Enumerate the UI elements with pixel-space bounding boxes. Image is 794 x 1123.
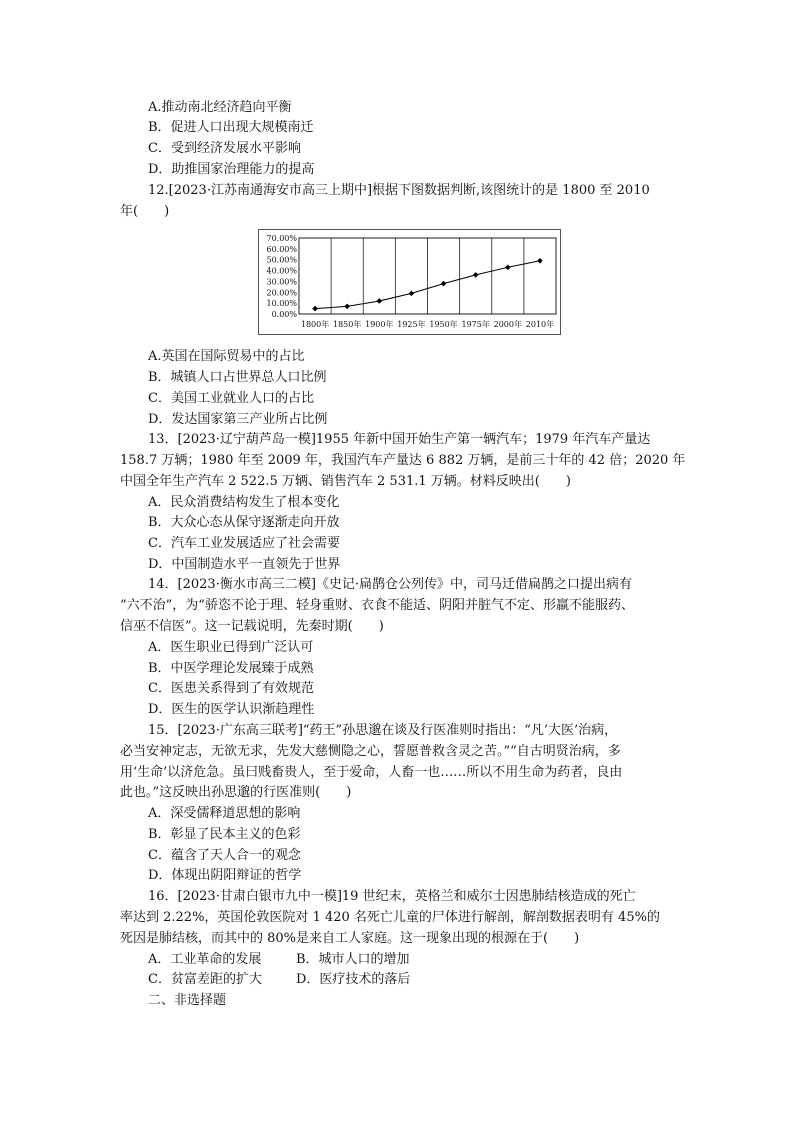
q14-option-d: D．医生的医学认识渐趋理性 <box>148 702 315 717</box>
section-heading-non-choice: 二、非选择题 <box>148 993 227 1008</box>
q16-stem-line2: 率达到 2.22%，英国伦敦医院对 1 420 名死亡儿童的尸体进行解剖，解剖数据表明有 45%的 <box>120 910 660 925</box>
q16-option-d: D．医疗技术的落后 <box>296 972 411 987</box>
q15-stem-line1: 15．[2023·广东高三联考]“药王”孙思邈在谈及行医准则时指出：“凡‘大医’治病， <box>148 723 618 738</box>
y-tick-label: 10.00% <box>266 299 297 309</box>
q11-option-d: D．助推国家治理能力的提高 <box>148 162 315 177</box>
y-tick-label: 20.00% <box>266 288 297 298</box>
q13-option-d: D．中国制造水平一直领先于世界 <box>148 557 341 572</box>
q14-option-a: A．医生职业已得到广泛认可 <box>148 640 314 655</box>
data-point-marker <box>344 304 350 310</box>
q13-option-b: B．大众心态从保守逐渐走向开放 <box>148 515 340 530</box>
data-point-marker <box>537 258 543 264</box>
x-tick-label: 1925年 <box>397 320 426 329</box>
x-tick-label: 1850年 <box>333 320 362 329</box>
data-point-marker <box>409 291 415 297</box>
q12-option-b: B．城镇人口占世界总人口比例 <box>148 370 327 385</box>
x-tick-label: 1975年 <box>461 320 490 329</box>
q16-stem-line1: 16．[2023·甘肃白银市九中一模]19 世纪末，英格兰和威尔士因患肺结核造成的死亡 <box>148 889 636 904</box>
y-tick-label: 60.00% <box>266 244 297 254</box>
q12-option-a: A.英国在国际贸易中的占比 <box>148 349 305 364</box>
x-tick-label: 2000年 <box>493 320 522 329</box>
q14-option-c: C．医患关系得到了有效规范 <box>148 681 314 696</box>
q13-option-c: C．汽车工业发展适应了社会需要 <box>148 536 340 551</box>
y-tick-label: 0.00% <box>271 310 297 319</box>
x-tick-label: 1950年 <box>429 320 458 329</box>
q15-option-b: B．彰显了民本主义的色彩 <box>148 827 301 842</box>
q15-option-c: C．蕴含了天人合一的观念 <box>148 848 301 863</box>
q15-stem-line2: 必当安神定志，无欲无求，先发大慈恻隐之心，誓愿普救含灵之苦。”“自古明贤治病，多 <box>120 744 621 759</box>
q12-line-chart-svg <box>259 230 560 334</box>
y-tick-label: 30.00% <box>266 277 297 287</box>
y-tick-label: 40.00% <box>266 266 297 276</box>
y-tick-label: 50.00% <box>266 255 297 265</box>
data-point-marker <box>312 306 318 312</box>
x-tick-label: 2010年 <box>525 320 555 329</box>
q16-option-a: A．工业革命的发展 <box>148 952 262 967</box>
data-point-marker <box>441 281 447 287</box>
q13-stem-line3: 中国全年生产汽车 2 522.5 万辆、销售汽车 2 531.1 万辆。材料反映出( ) <box>120 474 571 489</box>
q12-stem-line1: 12.[2023·江苏南通海安市高三上期中]根据下图数据判断,该图统计的是 1800 至 2010 <box>148 183 650 198</box>
data-point-marker <box>473 272 479 278</box>
q15-option-a: A．深受儒释道思想的影响 <box>148 806 301 821</box>
q14-option-b: B．中医学理论发展臻于成熟 <box>148 661 314 676</box>
data-point-marker <box>505 265 511 271</box>
q13-stem-line1: 13．[2023·辽宁葫芦岛一模]1955 年新中国开始生产第一辆汽车；1979 年汽车产量达 <box>148 432 651 447</box>
q14-stem-line2: “六不治”，为“骄恣不论于理、轻身重财、衣食不能适、阴阳并脏气不定、形羸不能服药、 <box>120 598 634 613</box>
q12-stem-line2: 年( ) <box>120 204 170 219</box>
x-tick-label: 1800年 <box>300 320 330 329</box>
q12-option-c: C．美国工业就业人口的占比 <box>148 391 314 406</box>
y-tick-label: 70.00% <box>266 234 297 243</box>
q13-option-a: A．民众消费结构发生了根本变化 <box>148 495 340 510</box>
q16-option-b: B．城市人口的增加 <box>296 952 410 967</box>
q15-stem-line3: 用‘生命’以济危急。虽曰贱畜贵人，至于爱命，人畜一也……所以不用生命为药者，良由 <box>120 765 623 780</box>
data-point-marker <box>377 298 383 304</box>
q12-option-d: D．发达国家第三产业所占比例 <box>148 412 328 427</box>
q12-chart <box>258 229 561 335</box>
q15-stem-line4: 此也。”这反映出孙思邈的行医准则( ) <box>120 785 352 800</box>
q15-option-d: D．体现出阴阳辩证的哲学 <box>148 868 302 883</box>
q11-option-a: A.推动南北经济趋向平衡 <box>148 100 292 115</box>
q11-option-c: C．受到经济发展水平影响 <box>148 141 301 156</box>
q11-option-b: B．促进人口出现大规模南迁 <box>148 120 314 135</box>
q14-stem-line3: 信巫不信医”。这一记载说明，先秦时期( ) <box>120 619 384 634</box>
q16-option-c: C．贫富差距的扩大 <box>148 972 262 987</box>
q16-stem-line3: 死因是肺结核，而其中的 80%是来自工人家庭。这一现象出现的根源在于( ) <box>120 931 580 946</box>
x-tick-label: 1900年 <box>365 320 394 329</box>
q13-stem-line2: 158.7 万辆；1980 年至 2009 年，我国汽车产量达 6 882 万辆，是前三十年的 42 倍；2020 年 <box>120 453 686 468</box>
q14-stem-line1: 14．[2023·衡水市高三二模]《史记·扁鹊仓公列传》中，司马迁借扁鹊之口提出病有 <box>148 577 633 592</box>
